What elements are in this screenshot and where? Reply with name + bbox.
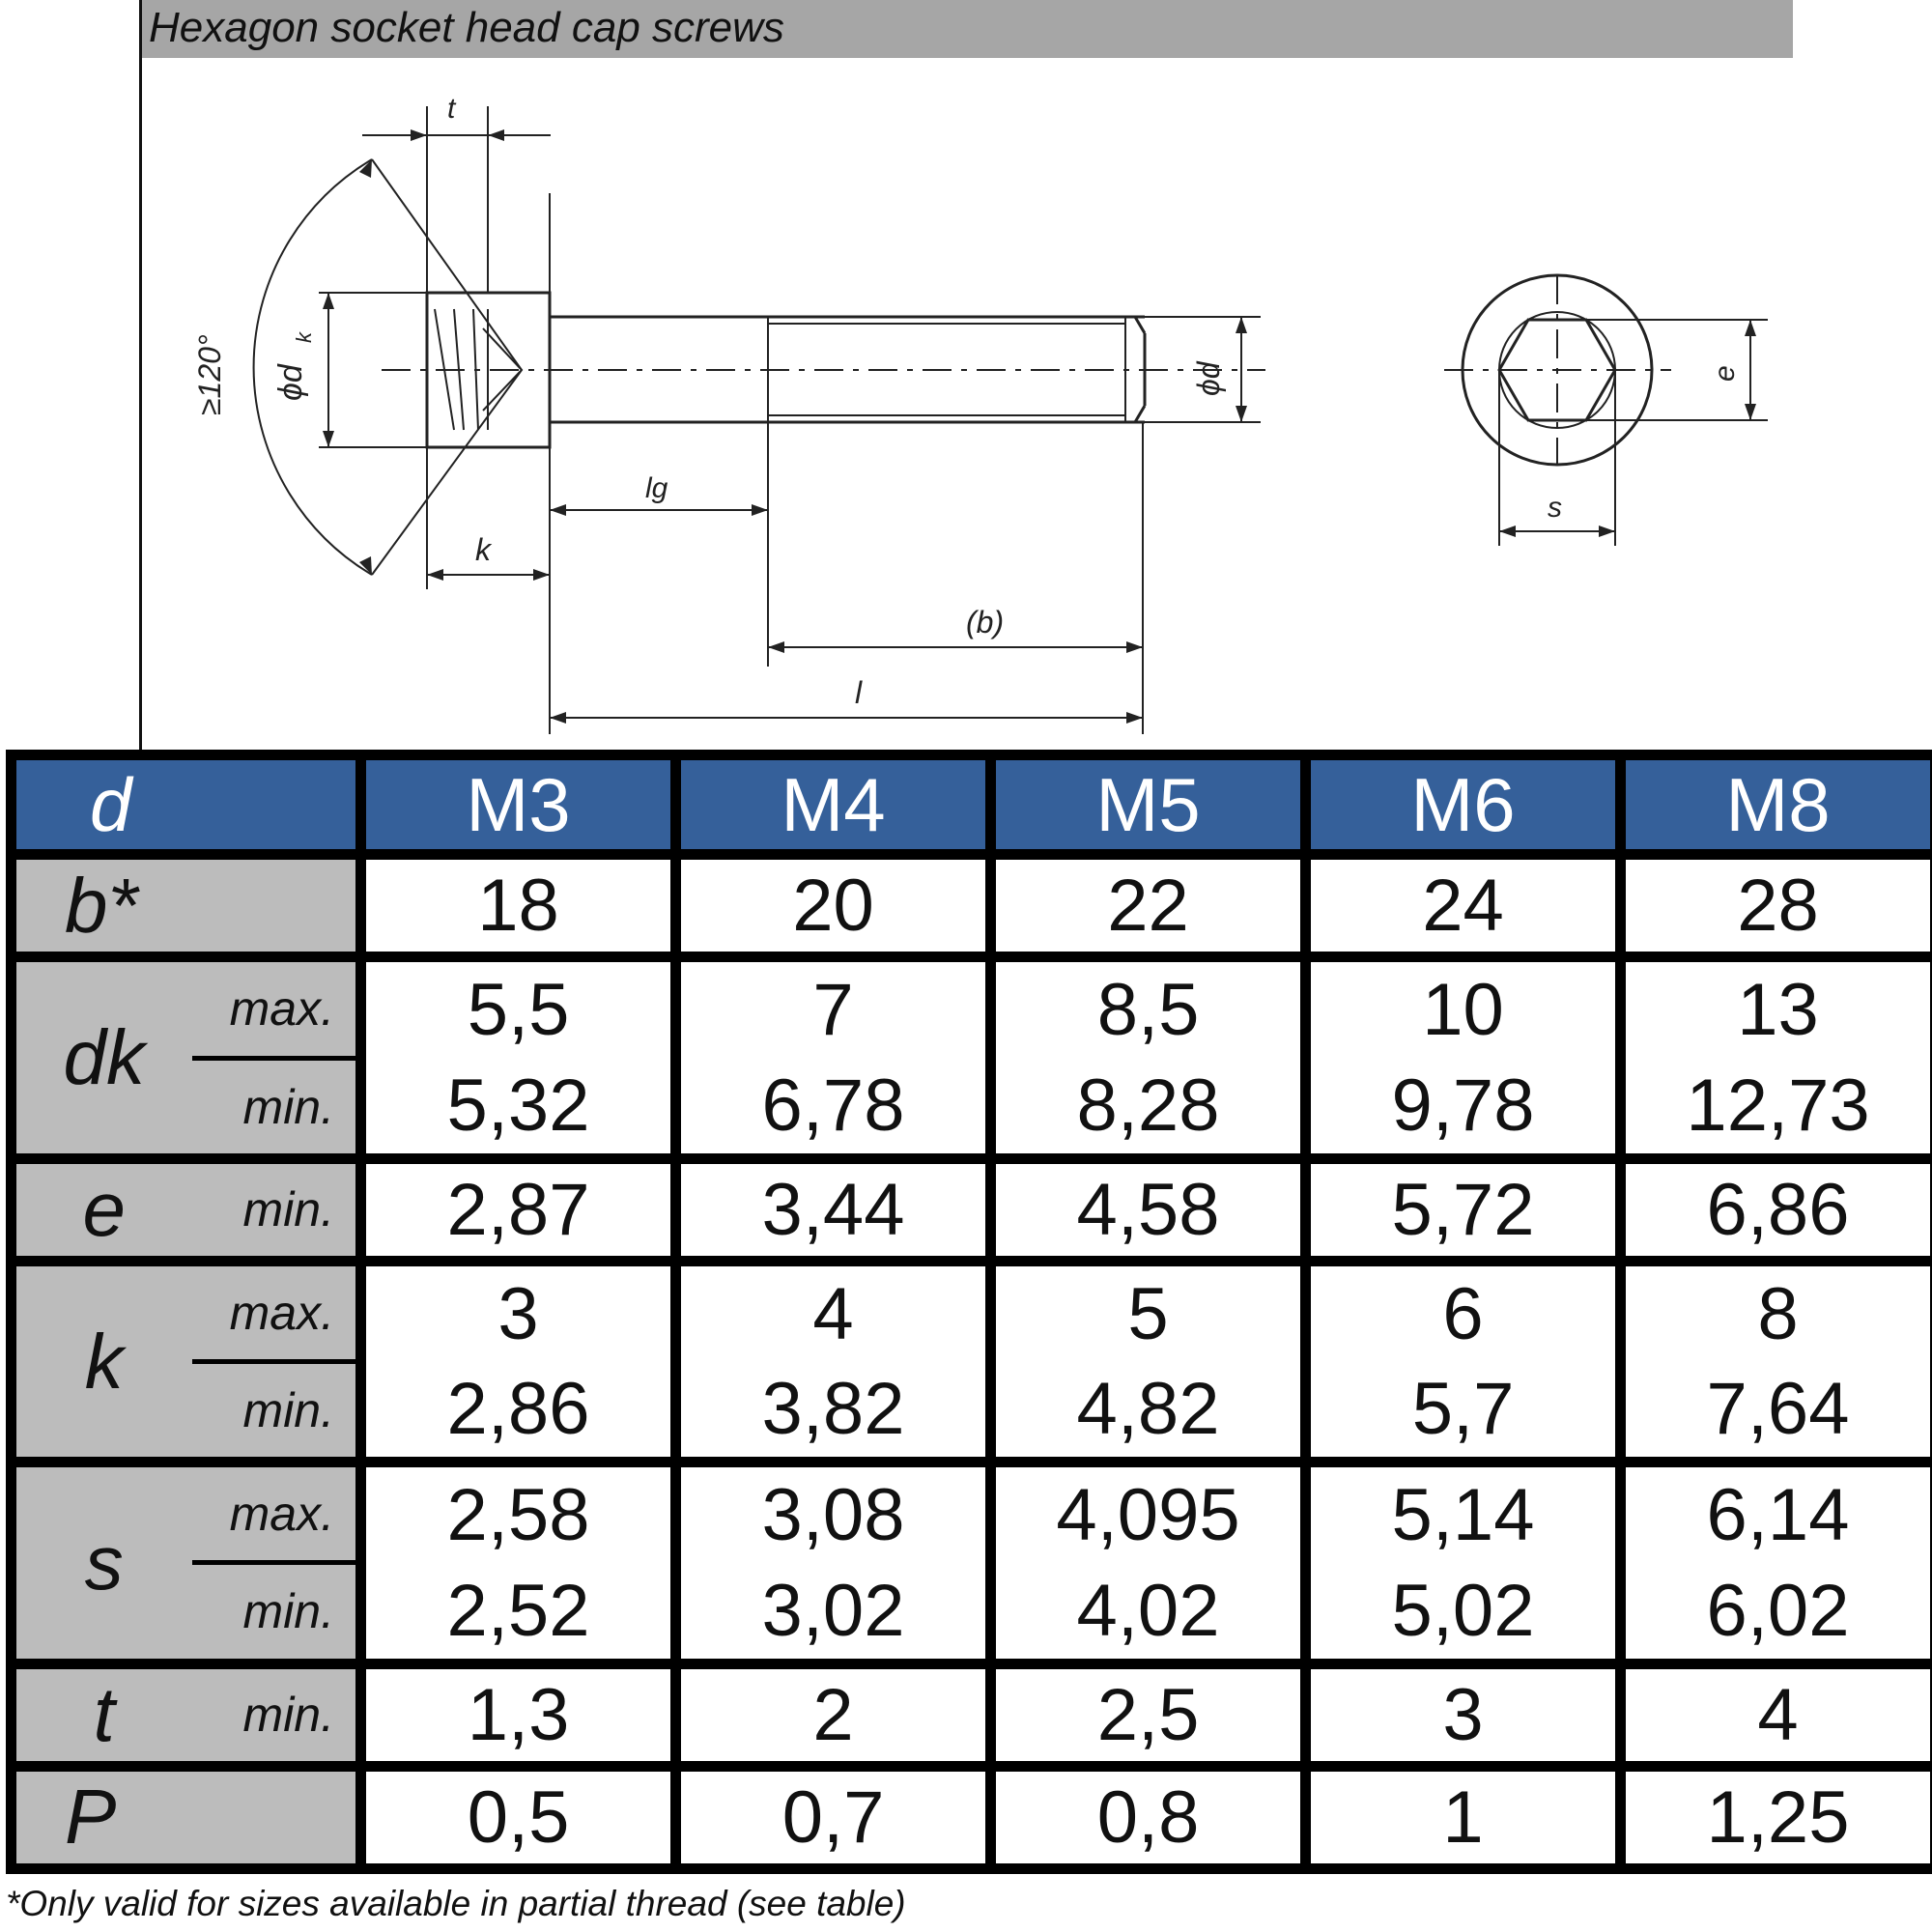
title-bar [141,0,1793,58]
table-row [12,1563,1932,1663]
row-symbol: k [12,1261,192,1462]
row-symbol: b* [12,855,361,957]
table-cell: 1,25 [1621,1766,1932,1868]
header-size: M5 [991,755,1306,855]
table-cell: 2,87 [361,1158,676,1261]
row-qualifier: min. [192,1158,361,1261]
table-cell: 8,28 [991,1058,1306,1158]
table-cell: 3,82 [676,1362,991,1463]
table-cell: 0,8 [991,1766,1306,1868]
table-cell: 20 [676,855,991,957]
table-cell: 9,78 [1306,1058,1621,1158]
table-header-row [12,755,1932,855]
table-cell: 3,02 [676,1563,991,1663]
table-cell: 6,86 [1621,1158,1932,1261]
label-angle: ≥120° [192,334,227,415]
table-cell: 6,14 [1621,1463,1932,1563]
table-cell: 3,08 [676,1463,991,1563]
t-dimension [362,106,551,293]
dimension-table [6,750,1932,1874]
technical-drawing [0,58,1932,749]
table-cell: 12,73 [1621,1058,1932,1158]
table-cell: 6,78 [676,1058,991,1158]
table-cell: 6 [1306,1261,1621,1361]
end-view [1444,275,1768,546]
dk-dimension [319,293,427,447]
table-row [12,1766,1932,1868]
table-cell: 5,72 [1306,1158,1621,1261]
footnote: *Only valid for sizes available in partial thread (see table) [6,1884,906,1923]
table-cell: 1 [1306,1766,1621,1868]
table-cell: 4 [676,1261,991,1361]
b-dimension [768,422,1143,734]
header-size: M6 [1306,755,1621,855]
table-cell: 2,58 [361,1463,676,1563]
row-symbol: dk [12,957,192,1158]
table-cell: 8,5 [991,957,1306,1058]
table-cell: 4 [1621,1663,1932,1766]
table-cell: 4,095 [991,1463,1306,1563]
table-cell: 18 [361,855,676,957]
table-cell: 6,02 [1621,1563,1932,1663]
table-cell: 28 [1621,855,1932,957]
table-cell: 0,5 [361,1766,676,1868]
row-qualifier: max. [192,1261,361,1361]
table-cell: 2 [676,1663,991,1766]
table-cell: 5 [991,1261,1306,1361]
table-cell: 4,02 [991,1563,1306,1663]
row-qualifier: max. [192,1463,361,1563]
table-cell: 7 [676,957,991,1058]
table-cell: 3 [1306,1663,1621,1766]
table-cell: 8 [1621,1261,1932,1361]
row-symbol: s [12,1463,192,1663]
row-symbol: e [12,1158,192,1261]
table-row [12,1158,1932,1261]
row-qualifier: min. [192,1058,361,1158]
row-symbol: t [12,1663,192,1766]
table-cell: 24 [1306,855,1621,957]
header-size: M4 [676,755,991,855]
table-cell: 2,52 [361,1563,676,1663]
lg-dimension [550,422,768,667]
table-cell: 1,3 [361,1663,676,1766]
page-title: Hexagon socket head cap screws [149,4,784,51]
table-row [12,855,1932,957]
angle-arc [254,159,372,575]
header-symbol: d [12,755,361,855]
table-row [12,1362,1932,1463]
row-symbol: P [12,1766,361,1868]
label-k: k [475,532,491,567]
label-b: (b) [966,605,1005,639]
table-row [12,1663,1932,1766]
table-cell: 2,5 [991,1663,1306,1766]
label-dk: ϕd [272,364,309,401]
table-cell: 5,7 [1306,1362,1621,1463]
table-cell: 3,44 [676,1158,991,1261]
table-cell: 3 [361,1261,676,1361]
header-size: M3 [361,755,676,855]
table-cell: 5,32 [361,1058,676,1158]
table-cell: 7,64 [1621,1362,1932,1463]
table-cell: 5,02 [1306,1563,1621,1663]
row-qualifier: max. [192,957,361,1058]
label-l: l [855,675,863,710]
row-qualifier: min. [192,1362,361,1463]
row-qualifier: min. [192,1563,361,1663]
table-cell: 10 [1306,957,1621,1058]
row-qualifier: min. [192,1663,361,1766]
label-lg: lg [645,472,668,504]
table-cell: 5,5 [361,957,676,1058]
table-row [12,1261,1932,1361]
table-cell: 4,58 [991,1158,1306,1261]
table-row [12,957,1932,1058]
label-e: e [1709,365,1741,382]
label-t: t [447,93,456,125]
table-row [12,1463,1932,1563]
label-dk-sub: k [292,332,316,343]
table-cell: 0,7 [676,1766,991,1868]
header-size: M8 [1621,755,1932,855]
table-cell: 13 [1621,957,1932,1058]
table-cell: 5,14 [1306,1463,1621,1563]
label-s: s [1548,492,1562,524]
label-d: ϕd [1191,361,1226,396]
table-cell: 4,82 [991,1362,1306,1463]
table-row [12,1058,1932,1158]
table-cell: 22 [991,855,1306,957]
table-cell: 2,86 [361,1362,676,1463]
